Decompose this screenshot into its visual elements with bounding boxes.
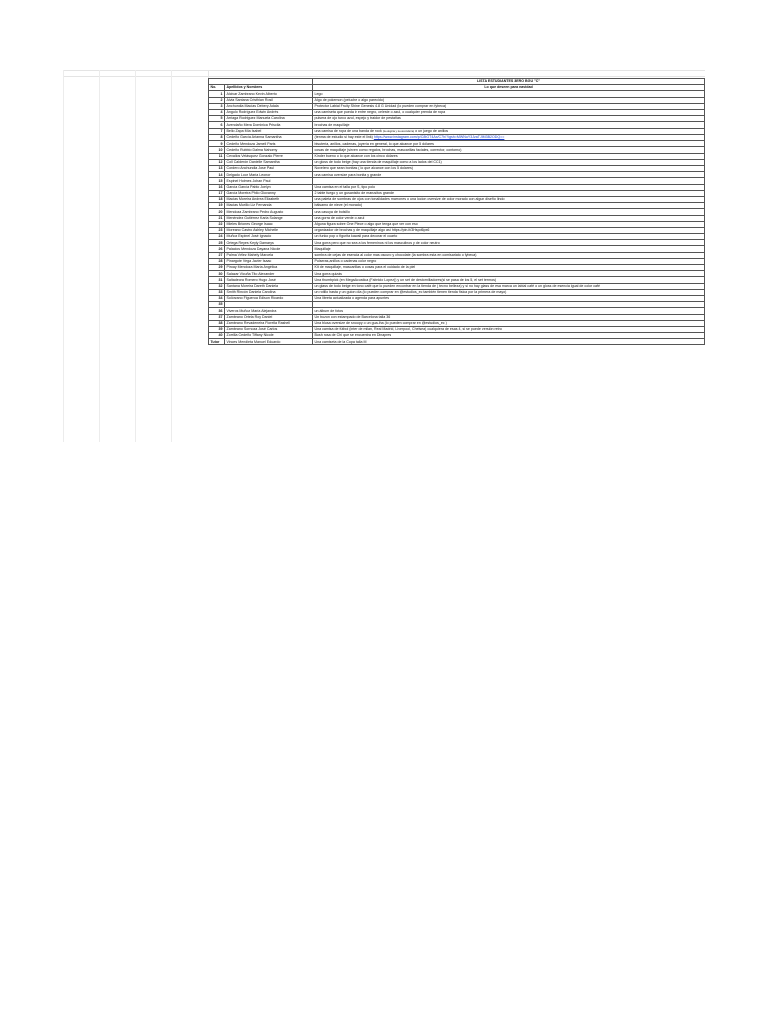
student-name-cell[interactable]: Mieles Briones George Isaac [225,221,313,227]
row-number[interactable]: 19 [209,203,225,209]
student-name-cell[interactable]: Menéndez Gutiérrez Karla Solange [225,215,313,221]
student-name-cell[interactable]: Palacios Mendoza Dayana Nicole [225,246,313,252]
wish-text: una gorra de color verde o azul [314,215,365,220]
wish-text: pulsera de ojo turco azul, espejo y traidor de pestañas [314,116,401,121]
row-number[interactable]: 11 [209,153,225,159]
row-number[interactable]: 24 [209,234,225,240]
wish-text: Una thumbpick (en MegaAcustica (Fabricio Lopez)) y un set de destornilladores(si se pasa de los 5, el set termos) [314,277,497,282]
student-name-cell[interactable]: Zorrilla Cedeño Tiffany Nicole [225,333,313,339]
student-name-cell[interactable]: Alvia Santana Cristhian Rosil [225,97,313,103]
row-number[interactable]: 29 [209,265,225,271]
wish-text: una casuya de bolsillo [314,209,350,214]
row-number[interactable]: 13 [209,166,225,172]
student-name-cell[interactable]: Viveros Muñoz María Alejandra [225,308,313,314]
wish-text: organizador de brochas y de maquillaje algo así https://pin.it/3Hspd6px6 [314,228,430,233]
wish-cell[interactable] [313,339,705,345]
wish-text: Kinder bueno o lo que alcance con los cinco dólares [314,153,398,158]
row-number[interactable]: 18 [209,196,225,202]
row-number[interactable]: 5 [209,116,225,122]
wish-text: Una blusa oversize de snoopy o un gua-iha (lo pueden comprar en @estudios_ec ) [314,321,447,326]
row-number[interactable]: 20 [209,209,225,215]
row-number[interactable]: 8 [209,135,225,141]
row-number[interactable]: 37 [209,314,225,320]
row-number[interactable]: 14 [209,172,225,178]
row-number[interactable]: 38 [209,320,225,326]
wish-text: brochas de maquillaje [314,122,350,127]
student-name-cell[interactable]: Cordero Anchundia Jose Paul [225,166,313,172]
student-name-cell[interactable]: Cedeño Rubbio Dalma Nahomy [225,147,313,153]
student-name-cell[interactable]: Coll Calderón Danielle Samantha [225,159,313,165]
wish-text: Una camisa en el talla por S, tipo polo [314,184,376,189]
wish-text: Novelero que sean bonitas ( lo que alcance con los 5 dolares) [314,166,413,171]
wish-text: Algo de pokemon (peluche o algo parecido) [314,97,385,102]
student-name-cell[interactable]: Salazar Vicuña Tito Alexander [225,271,313,277]
wish-note: (la elegiría y la escondería) [382,129,415,133]
student-name-cell[interactable]: Ortega Reyes Keyly Damarys [225,240,313,246]
row-number[interactable]: 33 [209,289,225,295]
student-name-cell[interactable]: Arriaga Rodriguez Manuela Carolina [225,116,313,122]
table-row [209,339,705,345]
student-name-cell[interactable]: Santana Moreira Dareth Daniela [225,283,313,289]
wish-text: Alguna figura sobre One Piece o algo que tenga que ver con eso [314,222,418,227]
student-name-cell[interactable]: Piroay Mendoza María Angélica [225,265,313,271]
student-name-cell[interactable]: Mendoza Zambrano Pedro Augusto [225,209,313,215]
wish-link[interactable]: https://www.instagram.com/p/C8tGT4Ax/C7h/?igsh=MWNuY3JzaTJlM3B2ODQ== [373,135,505,140]
row-number[interactable]: 9 [209,141,225,147]
wish-text: una paleta de sombras de ojos con tonalidades marrones o una locion oversize de color morado con algun diseño lindo [314,197,505,202]
wish-text: Una camiseta de la Copa talla M [314,339,367,344]
wish-text: un rotillo hasta y un guion día (lo pueden comprar en @estudios_ec también tienen tienda física por la primera de mayo) [314,290,507,295]
wish-text: un funko pop o figurita kawaii para decorar el cuarto [314,234,398,239]
student-name-cell[interactable]: Vinces Mendieta Manuel Eduardo [225,339,313,345]
sheet-title[interactable]: LISTA ESTUDIANTES 3ERO BGU "C" [313,79,705,85]
row-number[interactable]: 22 [209,221,225,227]
row-number[interactable]: 25 [209,240,225,246]
row-number[interactable]: 4 [209,109,225,115]
row-number[interactable]: 2 [209,97,225,103]
row-number[interactable]: 27 [209,252,225,258]
wish-text-tail: o un juego de anillos [415,128,449,133]
student-name-cell[interactable]: Macias Murillo Liz Fernanda [225,203,313,209]
wish-text: un gloss de todo beige (hay una tienda de maquillaje como a los lados del CC1) [314,160,442,165]
student-name-cell[interactable]: Cevallos Velásquez Gonzalo Pierre [225,153,313,159]
wish-text: una camisa de ropa de una banda de rock [314,128,382,133]
header-no[interactable]: No. [209,85,225,91]
row-number[interactable]: 3 [209,103,225,109]
student-name-cell[interactable]: Solórzano Figueroa Edison Ricardo [225,295,313,301]
student-name-cell[interactable]: Muñoz Espinel José Ignacio [225,234,313,240]
wish-cell[interactable] [313,128,705,135]
student-name-cell[interactable]: Zambrano Ortela Roy Daniel [225,314,313,320]
wish-text: Pulseras,anillos o cadenas color negro [314,259,377,264]
student-name-cell[interactable]: Espinel Holmes Johan Paul [225,178,313,184]
student-name-cell[interactable]: Zambrano Revadeneira Fiorella Rashell [225,320,313,326]
row-number[interactable]: 17 [209,190,225,196]
student-name-cell[interactable]: Alcivar Zambrano Kevin Alberto [225,91,313,97]
row-number[interactable]: 16 [209,184,225,190]
wish-text: un álbum de fotos [314,308,344,313]
student-name-cell[interactable]: Anchundia Macías Debery Adala [225,103,313,109]
row-number[interactable]: 21 [209,215,225,221]
wish-text: Kit de maquillaje, mascarillas o cosas para el cuidado de la piel [314,265,416,270]
student-name-cell[interactable]: Avendaño Mera Dominica Priscila [225,122,313,128]
student-name-cell[interactable]: Angulo Rodríguez Edwin Andrés [225,109,313,115]
student-name-cell[interactable]: Macias Moreira Andrea Elizabeth [225,196,313,202]
row-number[interactable]: 36 [209,308,225,314]
wish-text: bisutería, anillos, cadenas, joyería en general, lo que alcance por 5 dólares [314,141,434,146]
table-row [209,128,705,135]
row-number[interactable]: 34 [209,295,225,301]
row-number[interactable]: 31 [209,277,225,283]
student-wishlist-table [208,78,705,345]
empty-columns-gridlines [63,70,209,442]
wish-text: un glass de todo beige en tono café que lo pueden encontrar en la tienda de ( tecno belleza) y si no hay glass de esa marca un labial café o un gloss de esencia igual de color café [314,283,600,288]
wish-text: 2 table fuego y un gusanisito de marusitos grande [314,191,395,196]
wish-text: una camisa oversize para bonita y grande [314,172,382,177]
header-wish[interactable]: Lo que deseen para navidad [313,85,705,91]
row-number[interactable]: 30 [209,271,225,277]
row-number[interactable]: 15 [209,178,225,184]
header-name[interactable]: Apellidos y Nombres [225,85,313,91]
student-name-cell[interactable]: Zambrano Sornoza José Carlos [225,326,313,332]
student-name-cell[interactable]: Saltadeora Romero Hugo José [225,277,313,283]
wish-text: bálsamo de nieve (el morado) [314,203,363,208]
wish-text: Una gorra quizás [314,271,342,276]
student-name-cell[interactable]: Bello Zapa Mía Isabel [225,128,313,135]
wish-text: Una gorra pero que no sea a los femeninos ni los masculinos y de color neutro [314,240,440,245]
row-number[interactable]: Tutor [209,339,225,345]
row-number[interactable]: 26 [209,246,225,252]
row-number[interactable]: 7 [209,128,225,135]
wish-text: Una libreta actualizada o agenda para apuntes [314,296,390,301]
row-number[interactable]: 10 [209,147,225,153]
row-number[interactable]: 39 [209,326,225,332]
row-number[interactable]: 23 [209,227,225,233]
row-number[interactable]: 6 [209,122,225,128]
row-number[interactable]: 28 [209,258,225,264]
wish-text: Un buzon con estampado de Barcelona talla 36 [314,314,391,319]
wish-text: (tenma de estudio si hay este el link) [314,135,373,140]
student-name-cell[interactable]: García Moreira Philo Giovanny [225,190,313,196]
wish-text: una camiseta que pueda ir entre negro, celeste o azul, o cualquier prenda de ropa [314,110,446,115]
student-name-cell[interactable]: Palma Vélez Mahely Marcela [225,252,313,258]
wish-text: Bush rosa de Chi que se encuentra en Dinapres [314,333,392,338]
student-name-cell[interactable]: García García Pablo Joelyn [225,184,313,190]
student-name-cell[interactable]: Cedeño Mendoza Jamell Paris [225,141,313,147]
student-name-cell[interactable]: Cedeño García Arianna Samantha [225,135,313,141]
wish-text: Maquillaje [314,246,331,251]
wish-text: sombra de cejas de esencia al color mas oscuro y chocolate (la sombra esta en comisariato o fybeca) [314,252,477,257]
wish-text: Lego [314,91,323,96]
wish-text: cosas de maquillaje (sirven como regalos, brochas, mascarillas faciales, corrector, contorno) [314,147,462,152]
table-body [209,91,705,345]
wish-text: Una camisa de fútbol (inter de milan, Real Madrid, Liverpool, Chelsea) cualquiera de esas 4, si se puede versión retro [314,327,502,332]
row-number[interactable]: 32 [209,283,225,289]
student-name-cell[interactable]: Smith Rincón Daniela Carolina [225,289,313,295]
row-number[interactable]: 12 [209,159,225,165]
student-name-cell[interactable]: Delgado Loor María Leonor [225,172,313,178]
wish-text: Protector Labial Fruity Shine Genesis 4.8 G Unidad (lo pueden comprar en fybeca) [314,104,447,109]
student-name-cell[interactable]: Moreano Castro Ashley Michelle [225,227,313,233]
row-number[interactable]: 35 [209,302,225,308]
row-number[interactable]: 1 [209,91,225,97]
row-number[interactable]: 40 [209,333,225,339]
student-name-cell[interactable]: Pinargote Vega Javier Isaac [225,258,313,264]
